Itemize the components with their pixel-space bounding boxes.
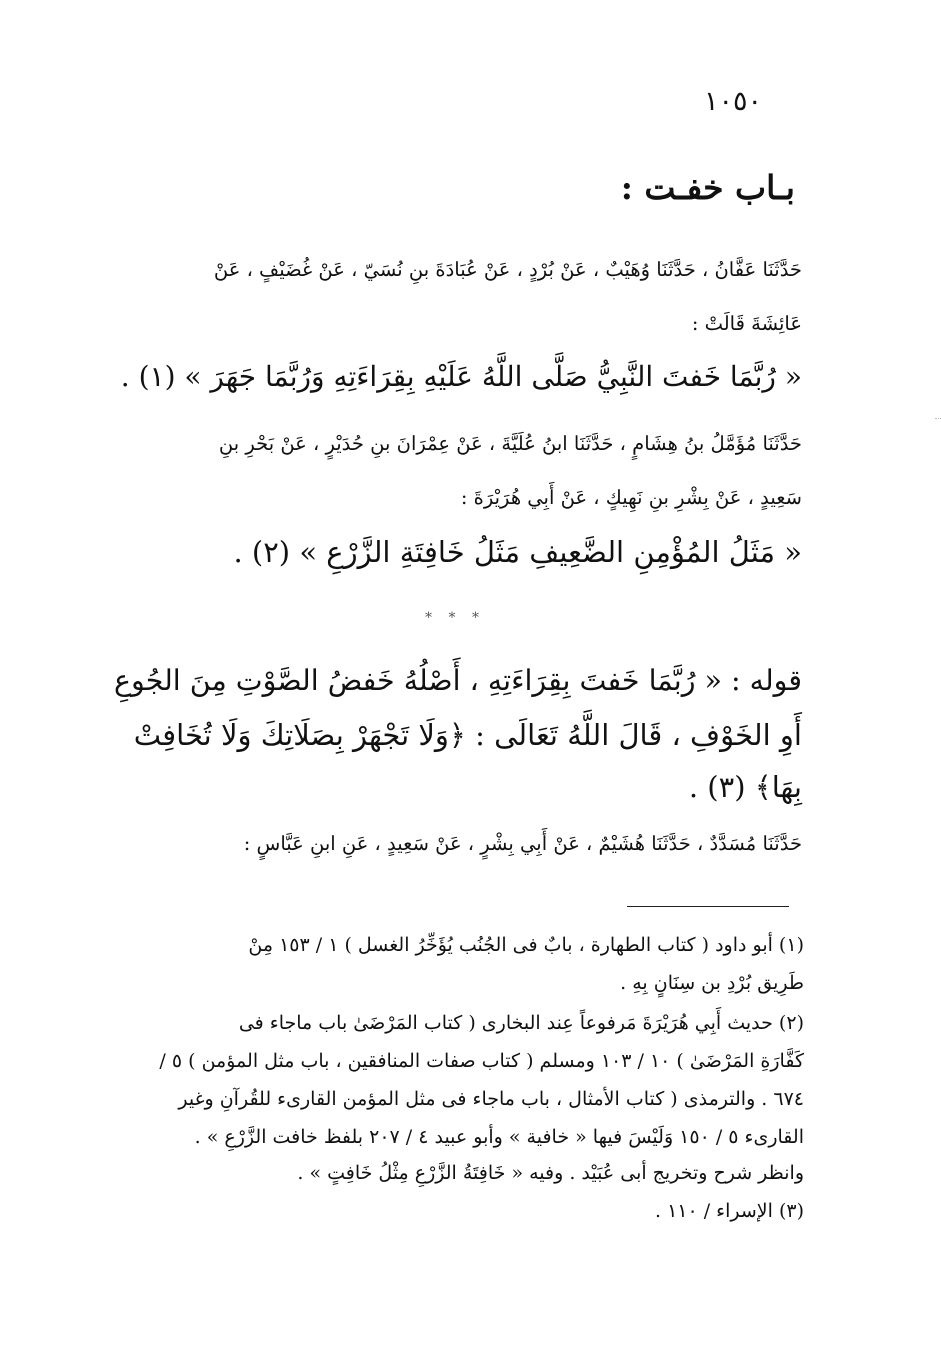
hadith-2: « مَثَلُ المُؤْمِنِ الضَّعِيفِ مَثَلُ خَافِتَةِ الزَّرْعِ » (٢) . (233, 535, 802, 569)
chain-2-line-1: حَدَّثَنَا مُؤَمَّلُ بنُ هِشَامٍ ، حَدَّثَنَا ابنُ عُلَيَّةَ ، عَنْ عِمْرَانَ بنِ حُدَيْرٍ ، عَنْ بَحْرِ بنِ (218, 432, 802, 455)
chain-1-line-1: حَدَّثَنَا عَفَّانُ ، حَدَّثَنَا وُهَيْبٌ ، عَنْ بُرْدٍ ، عَنْ عُبَادَةَ بنِ نُسَيّ ، عَنْ غُضَيْفٍ ، عَنْ (213, 258, 802, 281)
commentary-line-2: أَوِ الخَوْفِ ، قَالَ اللَّهُ تَعَالَى : ﴿وَلَا تَجْهَرْ بِصَلَاتِكَ وَلَا تُخَافِتْ (133, 718, 802, 752)
footnote-3-line-1: (٣) الإسراء / ١١٠ . (654, 1200, 804, 1222)
footnote-1-line-2: طَرِيق بُرْدِ بن سِنَانٍ بِهِ . (620, 972, 804, 994)
page-number: ١٠٥٠ (703, 86, 762, 117)
commentary-line-1: قوله : « رُبَّمَا خَفتَ بِقِرَاءَتِهِ ، أَصْلُهُ خَفضُ الصَّوْتِ مِنَ الجُوعِ (113, 664, 802, 697)
chain-3: حَدَّثَنَا مُسَدَّدٌ ، حَدَّثَنَا هُشَيْمٌ ، عَنْ أَبِي بِشْرٍ ، عَنْ سَعِيدٍ ، عَنِ ابنِ عَبَّاسٍ : (243, 832, 802, 855)
footnote-1-line-1: (١) أبو داود ( كتاب الطهارة ، بابٌ فى الجُنُب يُؤَخِّرُ الغسل ) ١ / ١٥٣ مِنْ (248, 934, 804, 956)
footnote-2-line-2: كَفَّارَةِ المَرْضَىٰ ) ١٠ / ١٠٣ ومسلم ( كتاب صفات المنافقين ، باب مثل المؤمن ) ٥ / (159, 1050, 804, 1072)
footnote-divider (627, 906, 789, 907)
scan-edge-mark (935, 418, 941, 421)
footnote-2-line-4: القارىء ٥ / ١٥٠ وَلَيْسَ فيها « خافية » وأبو عبيد ٤ / ٢٠٧ بلفظ خافت الزَّرْعِ » . (194, 1126, 804, 1148)
chain-2-line-2: سَعِيدٍ ، عَنْ بِشْرِ بنِ نَهِيكٍ ، عَنْ أَبِي هُرَيْرَةَ : (460, 486, 802, 509)
hadith-1: « رُبَّمَا خَفتَ النَّبِيُّ صَلَّى اللَّهُ عَلَيْهِ بِقِرَاءَتِهِ وَرُبَّمَا جَهَرَ » (١) . (120, 360, 802, 393)
chain-1-line-2: عَائِشَةَ قَالَتْ : (691, 312, 802, 335)
footnote-2-line-5: وانظر شرح وتخريج أبى عُبَيْد . وفيه « خَافِتَةُ الزَّرْعِ مِثْلُ خَافِتٍ » . (297, 1162, 804, 1184)
footnote-2-line-3: ٦٧٤ . والترمذى ( كتاب الأمثال ، باب ماجاء فى مثل المؤمن القارىء للقُرآنِ وغير (178, 1088, 804, 1110)
chapter-heading: بـاب خفـت : (620, 168, 795, 207)
commentary-line-3: بِهَا﴾ (٣) . (688, 770, 802, 804)
footnote-2-line-1: (٢) حديث أَبِي هُرَيْرَةَ مَرفوعاً عِند البخارى ( كتاب المَرْضَىٰ باب ماجاء فى (238, 1012, 804, 1034)
section-separator: * * * (425, 610, 485, 626)
